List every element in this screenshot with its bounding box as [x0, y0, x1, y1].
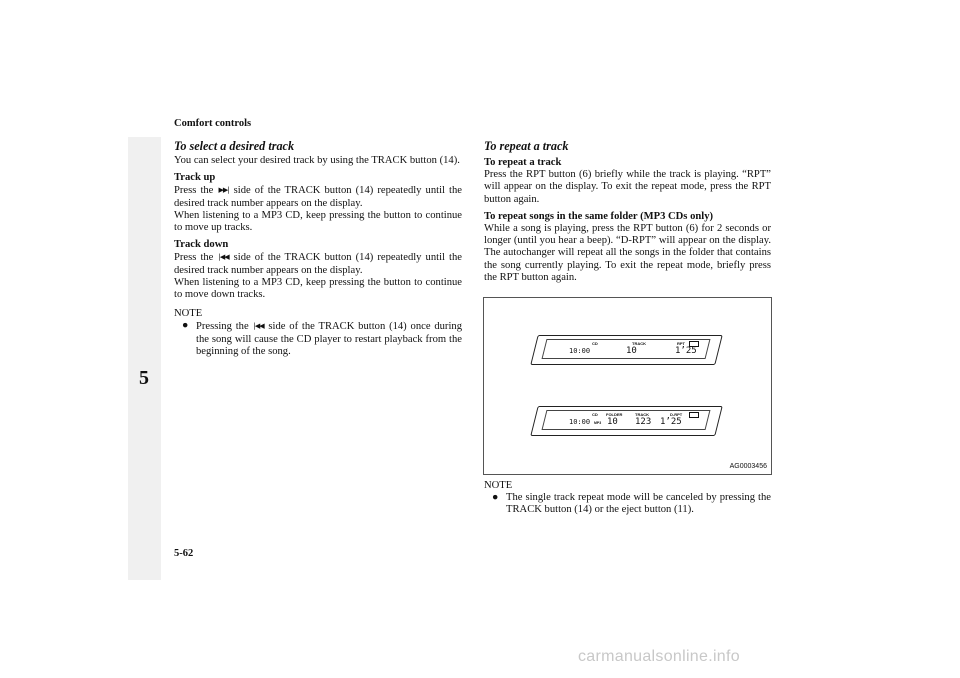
- display-track-number: 123: [635, 417, 652, 427]
- bullet-icon: ●: [492, 492, 499, 504]
- note-label: NOTE: [174, 308, 203, 320]
- bullet-icon: ●: [182, 320, 189, 332]
- repeat-folder-heading: To repeat songs in the same folder (MP3 CDs only): [484, 210, 714, 222]
- select-track-title: To select a desired track: [174, 139, 295, 153]
- label-folder: FOLDER: [606, 412, 623, 417]
- display-clock: 10:00: [569, 347, 591, 355]
- repeat-track-heading: To repeat a track: [484, 157, 562, 168]
- track-down-text2: When listening to a MP3 CD, keep pressing the button to continue to move down tracks.: [174, 276, 462, 301]
- label-drpt: D-RPT: [670, 412, 683, 417]
- skip-back-icon: |◀◀: [218, 253, 229, 262]
- track-up-text: [174, 184, 462, 209]
- note-text: The single track repeat mode will be canceled by pressing the TRACK button (14) or the eject button (11).: [506, 492, 771, 516]
- display-screen: [542, 410, 711, 430]
- display-time: 1’25: [675, 346, 697, 356]
- note-item: [484, 492, 771, 516]
- display-track-number: 10: [626, 346, 637, 356]
- note-text-pre: Pressing the: [196, 321, 249, 333]
- repeat-track-text: Press the RPT button (6) briefly while the track is playing. “RPT” will appear on the display. To exit the repeat mode, press the RPT button again.: [484, 169, 771, 205]
- page-number: 5-62: [174, 548, 194, 559]
- track-down-text-pre: Press the: [174, 252, 214, 264]
- chapter-tab: [128, 137, 161, 580]
- select-track-intro: You can select your desired track by using the TRACK button (14).: [174, 155, 460, 166]
- right-column: [484, 139, 771, 284]
- track-up-text-pre: Press the: [174, 185, 214, 197]
- footer-watermark: carmanualsonline.info: [578, 648, 740, 665]
- display-panel-drpt: [534, 406, 719, 436]
- note-text-post: side of the TRACK button (14) once during the song will cause the CD player to restart playback from the beginning of the song.: [196, 321, 462, 357]
- right-note: [484, 480, 771, 517]
- label-cd: CD: [592, 341, 598, 346]
- chapter-number: 5: [139, 367, 149, 389]
- track-down-text: [174, 251, 462, 276]
- track-down-text-post: side of the TRACK button (14) repeatedly until the desired track number appears on the display.: [174, 252, 462, 276]
- track-up-text-post: side of the TRACK button (14) repeatedly until the desired track number appears on the display.: [174, 185, 462, 209]
- track-up-heading: Track up: [174, 172, 216, 184]
- track-up-text2: When listening to a MP3 CD, keep pressing the button to continue to move up tracks.: [174, 209, 462, 234]
- label-mp3: MP3: [594, 421, 602, 425]
- track-down-heading: Track down: [174, 239, 229, 251]
- display-figure: [483, 297, 772, 475]
- label-cd: CD: [592, 412, 598, 417]
- display-clock: 10:00: [569, 418, 591, 426]
- skip-forward-icon: ▶▶|: [218, 186, 229, 195]
- section-header: Comfort controls: [174, 118, 252, 129]
- note-label: NOTE: [484, 480, 513, 491]
- left-column: [174, 139, 462, 358]
- label-track: TRACK: [632, 341, 646, 346]
- display-time: 1’25: [660, 417, 682, 427]
- note-item: [174, 320, 462, 358]
- label-rpt: RPT: [677, 341, 685, 346]
- label-track: TRACK: [635, 412, 649, 417]
- disc-indicator-icon: [689, 412, 699, 418]
- skip-back-icon: |◀◀: [253, 322, 264, 331]
- repeat-folder-text: While a song is playing, press the RPT button (6) for 2 seconds or longer (until you hear a beep). “D-RPT” will appear on the display. The autochanger will repeat all the songs in the folder that contains the song currently playing. To exit the repeat mode, briefly press the RPT button again.: [484, 223, 771, 283]
- display-folder-number: 10: [607, 417, 618, 427]
- repeat-track-title: To repeat a track: [484, 139, 569, 153]
- display-panel-rpt: [534, 335, 719, 365]
- figure-code: AG0003456: [729, 463, 767, 470]
